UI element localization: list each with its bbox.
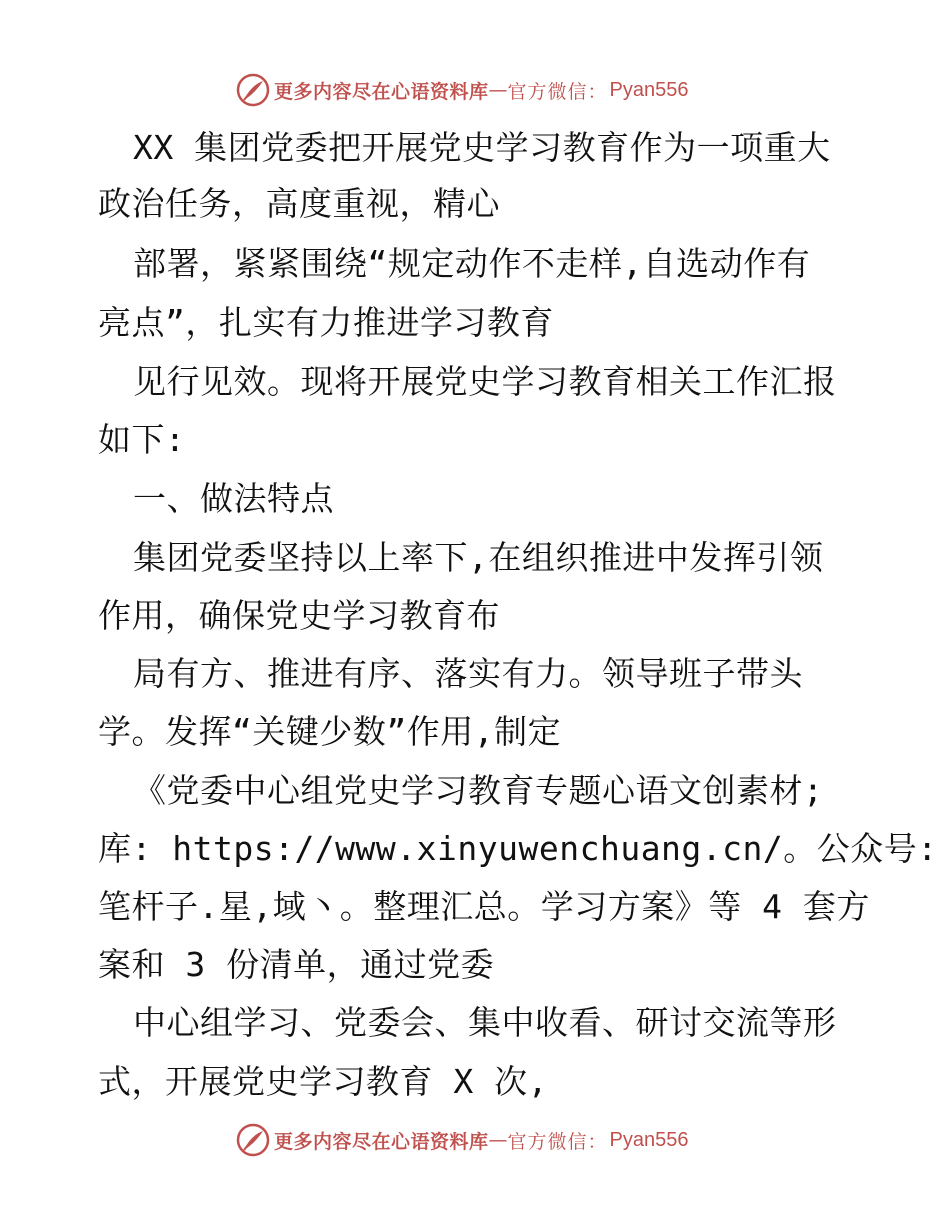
banner-wechat-label: 官方微信： xyxy=(507,1130,608,1153)
paragraph-line: 作用，确保党史学习教育布 xyxy=(98,596,500,635)
paragraph-line: XX 集团党委把开展党史学习教育作为一项重大 xyxy=(133,128,831,167)
section-heading: 一、做法特点 xyxy=(133,479,334,518)
paragraph-line: 亮点”，扎实有力推进学习教育 xyxy=(98,303,554,342)
paragraph-line: 政治任务，高度重视，精心 xyxy=(98,184,500,223)
paragraph-line: 笔杆子.星,域丶。整理汇总。学习方案》等 4 套方 xyxy=(98,887,870,926)
paragraph-line: 局有方、推进有序、落实有力。领导班子带头 xyxy=(133,654,803,693)
paragraph-line: 学。发挥“关键少数”作用,制定 xyxy=(98,712,562,751)
banner-dash: — xyxy=(488,1129,508,1151)
paragraph-line: 式，开展党史学习教育 X 次, xyxy=(98,1062,548,1101)
banner-main-text: 更多内容尽在心语资料库 xyxy=(274,80,489,103)
banner-dash: — xyxy=(488,79,508,101)
footer-watermark-banner xyxy=(236,1122,689,1158)
quill-logo-icon xyxy=(236,73,270,107)
banner-wechat-id: Pyan556 xyxy=(609,1128,689,1151)
banner-main-text: 更多内容尽在心语资料库 xyxy=(274,1130,489,1153)
paragraph-line: 部署，紧紧围绕“规定动作不走样,自选动作有 xyxy=(133,244,811,283)
quill-logo-icon xyxy=(236,1123,270,1157)
header-watermark-banner xyxy=(236,72,689,108)
paragraph-line: 《党委中心组党史学习教育专题心语文创素材; xyxy=(133,771,824,810)
banner-wechat-id: Pyan556 xyxy=(609,78,689,101)
paragraph-line: 见行见效。现将开展党史学习教育相关工作汇报 xyxy=(133,362,837,401)
paragraph-line: 库: https://www.xinyuwenchuang.cn/。公众号: xyxy=(98,829,938,868)
banner-wechat-label: 官方微信： xyxy=(507,80,608,103)
paragraph-line: 如下: xyxy=(98,420,186,459)
paragraph-line: 集团党委坚持以上率下,在组织推进中发挥引领 xyxy=(133,538,824,577)
paragraph-line: 中心组学习、党委会、集中收看、研讨交流等形 xyxy=(133,1003,837,1042)
paragraph-line: 案和 3 份清单，通过党委 xyxy=(98,945,495,984)
